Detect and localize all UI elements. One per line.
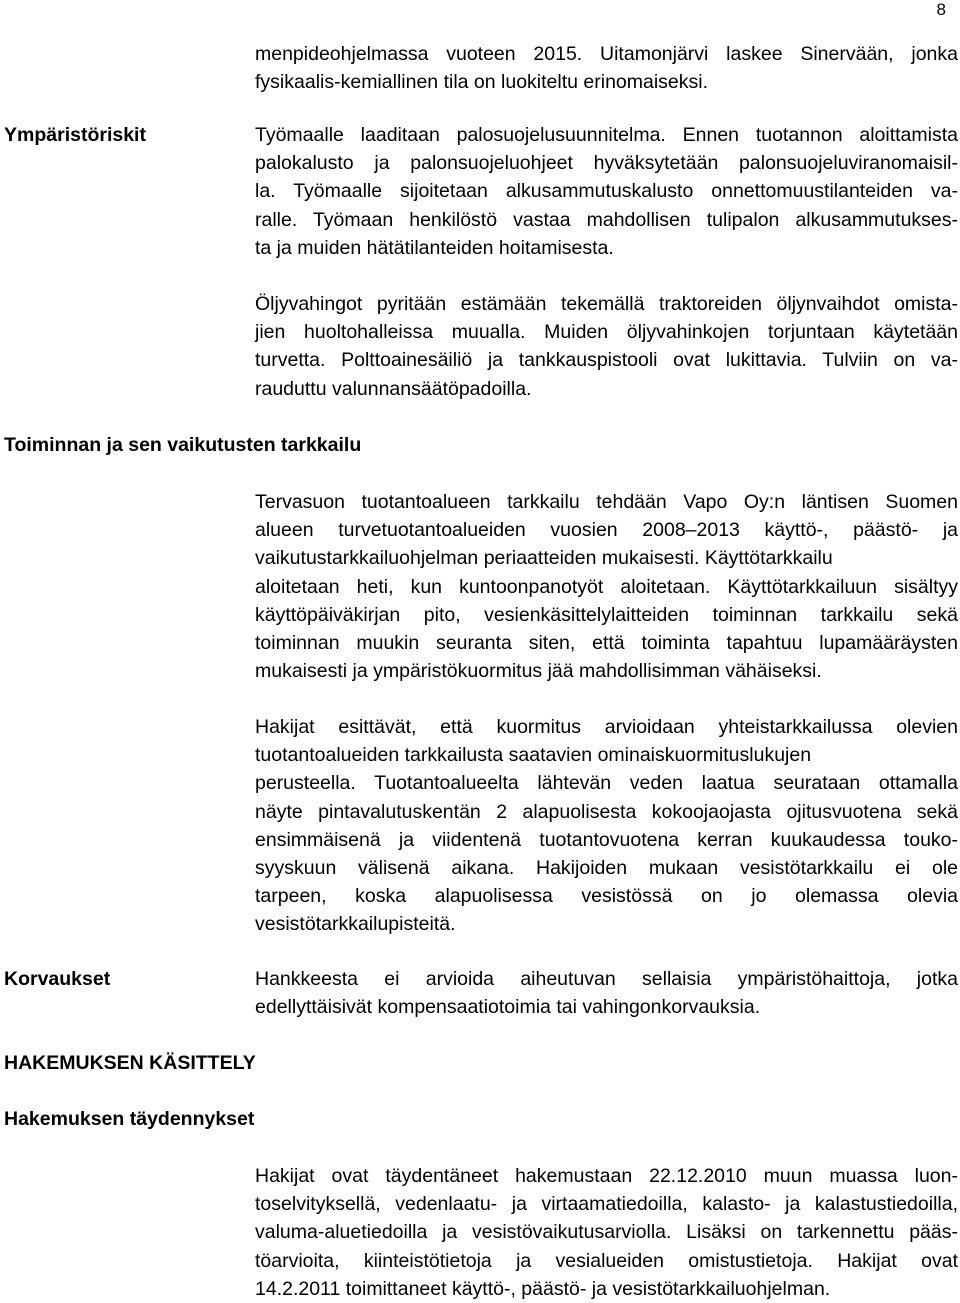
text-line: menpideohjelmassa vuoteen 2015. Uitamonjärvi laskee Sinervään, jonka — [255, 43, 958, 65]
text-line: rauduttu valunnansäätöpadoilla. — [255, 377, 532, 400]
text-line: Öljyvahingot pyritään estämään tekemällä traktoreiden öljynvaihdot omista- — [255, 293, 958, 315]
text-line: perusteella. Tuotantoalueelta lähtevän veden laatua seurataan ottamalla — [255, 772, 958, 795]
heading-hakemuksen-kasittely: HAKEMUKSEN KÄSITTELY — [4, 1052, 256, 1074]
text-line: jien huoltohalleissa muualla. Muiden öljyvahinkojen torjuntaan käytetään — [255, 321, 958, 344]
text-line: 14.2.2011 toimittaneet käyttö-, päästö- ja vesistötarkkailuohjelman. — [255, 1277, 831, 1300]
text-line: palokalusto ja palonsuojeluohjeet hyväksytetään palonsuojeluviranomaisil- — [255, 152, 958, 175]
paragraph-kuormitus — [255, 713, 958, 939]
paragraph-taydennykset — [255, 1162, 958, 1303]
page-number: 8 — [936, 0, 946, 19]
text-line: la. Työmaalle sijoitetaan alkusammutuskalusto onnettomuustilanteiden va- — [255, 180, 958, 203]
text-line: fysikaalis-kemiallinen tila on luokiteltu erinomaiseksi. — [255, 71, 709, 94]
text-line: käyttöpäiväkirjan pito, vesienkäsittelylaitteiden toiminnan tarkkailu sekä — [255, 603, 958, 626]
text-line: tuotantoalueiden tarkkailusta saatavien ominaiskuormituslukujen — [255, 744, 812, 767]
paragraph-oljyvahingot — [255, 290, 958, 403]
text-line: näyte pintavalutuskentän 2 alapuolisesta kokoojaojasta ojitusvuotena sekä — [255, 800, 958, 823]
heading-ymparistoriskit: Ympäristöriskit — [4, 124, 146, 146]
text-line: Hankkeesta ei arvioida aiheutuvan sellaisia ympäristöhaittoja, jotka — [255, 968, 958, 990]
text-line: turvetta. Polttoainesäiliö ja tankkauspistooli ovat lukittavia. Tulviin on va- — [255, 349, 958, 372]
text-line: vesistötarkkailupisteitä. — [255, 913, 456, 936]
text-line: tarpeen, koska alapuolisessa vesistössä on jo olemassa olevia — [255, 885, 958, 908]
text-line: alueen turvetuotantoalueiden vuosien 2008–2013 käyttö-, päästö- ja — [255, 519, 958, 542]
text-line: syyskuun välisenä aikana. Hakijoiden mukaan vesistötarkkailu ei ole — [255, 856, 958, 879]
heading-toiminnan-tarkkailu: Toiminnan ja sen vaikutusten tarkkailu — [4, 434, 362, 456]
paragraph-intro-continuation — [255, 40, 958, 96]
text-line: ta ja muiden hätätilanteiden hoitamisesta. — [255, 236, 614, 259]
paragraph-palosuojelu — [255, 121, 958, 262]
text-line: Tervasuon tuotantoalueen tarkkailu tehdään Vapo Oy:n läntisen Suomen — [255, 491, 958, 513]
text-line: mukaisesti ja ympäristökuormitus jää mahdollisimman vähäiseksi. — [255, 660, 822, 683]
text-line: toiminnan muukin seuranta siten, että toiminta tapahtuu lupamääräysten — [255, 631, 958, 654]
text-line: Hakijat esittävät, että kuormitus arvioidaan yhteistarkkailussa olevien — [255, 716, 958, 738]
heading-korvaukset: Korvaukset — [4, 968, 111, 990]
paragraph-tarkkailu — [255, 488, 958, 685]
text-line: aloitetaan heti, kun kuntoonpanotyöt aloitetaan. Käyttötarkkailuun sisältyy — [255, 575, 958, 598]
text-line: Työmaalle laaditaan palosuojelusuunnitelma. Ennen tuotannon aloittamista — [255, 124, 958, 146]
text-line: ensimmäisenä ja viidentenä tuotantovuotena kerran kuukaudessa touko- — [255, 828, 958, 851]
text-line: edellyttäisivät kompensaatiotoimia tai vahingonkorvauksia. — [255, 996, 761, 1019]
text-line: töarvioita, kiinteistötietoja ja vesialueiden omistustietoja. Hakijat ovat — [255, 1249, 958, 1272]
text-line: vaikutustarkkailuohjelman periaatteiden mukaisesti. Käyttötarkkailu — [255, 547, 833, 570]
paragraph-korvaukset — [255, 965, 958, 1021]
text-line: toselvityksellä, vedenlaatu- ja virtaamatiedoilla, kalasto- ja kalastustiedoilla, — [255, 1193, 958, 1216]
text-line: ralle. Työmaan henkilöstö vastaa mahdollisen tulipalon alkusammutukses- — [255, 208, 958, 231]
text-line: valuma-aluetiedoilla ja vesistövaikutusarviolla. Lisäksi on tarkennettu pääs- — [255, 1221, 958, 1244]
heading-hakemuksen-taydennykset: Hakemuksen täydennykset — [4, 1108, 255, 1130]
text-line: Hakijat ovat täydentäneet hakemustaan 22.12.2010 muun muassa luon- — [255, 1165, 958, 1187]
